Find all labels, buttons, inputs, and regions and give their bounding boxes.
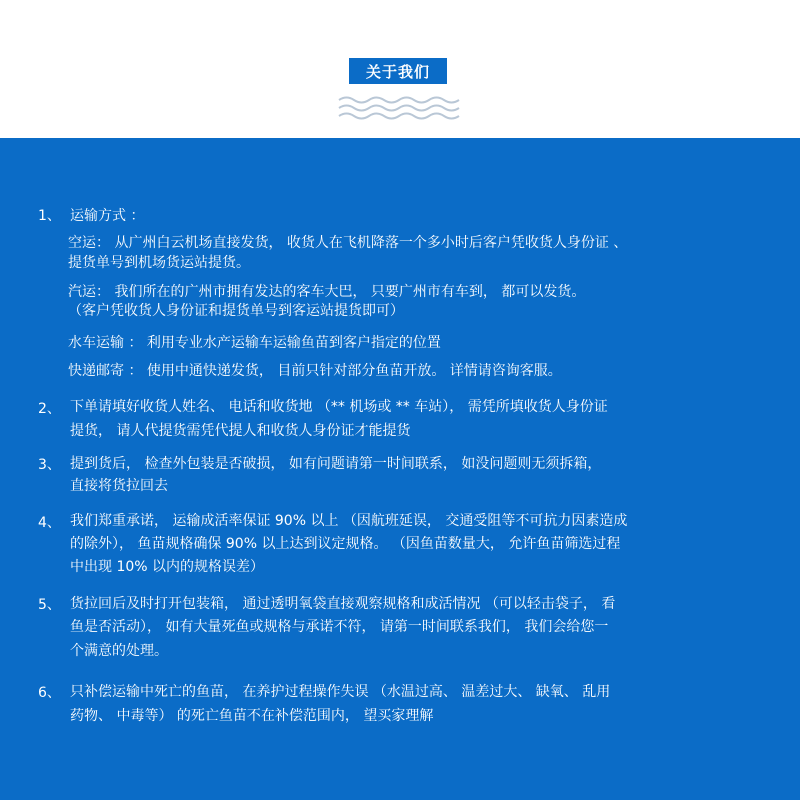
item-text-line: （客户凭收货人身份证和提货单号到客运站提货即可） [68, 303, 404, 319]
item-text-line: 的除外）， 鱼苗规格确保 90% 以上达到议定规格。 （因鱼苗数量大， 允许鱼苗筛选过程 [70, 536, 621, 552]
page-title: 关于我们 [349, 58, 447, 84]
item-text-line: 水车运输 ： 利用专业水产运输车运输鱼苗到客户指定的位置 [68, 335, 441, 351]
item-text-line: 汽运： 我们所在的广州市拥有发达的客车大巴， 只要广州市有车到， 都可以发货。 [68, 284, 586, 300]
item-text-line: 下单请填好收货人姓名、 电话和收货地 （** 机场或 ** 车站）， 需凭所填收货人身份证 [70, 399, 608, 415]
item-text-line: 提到货后， 检查外包装是否破损， 如有问题请第一时间联系， 如没问题则无须拆箱， [70, 456, 602, 472]
item-text-line: 空运： 从广州白云机场直接发货， 收货人在飞机降落一个多小时后客户凭收货人身份证 、 [68, 235, 628, 251]
item-text-line: 个满意的处理。 [70, 643, 168, 659]
item-text-line: 直接将货拉回去 [70, 478, 168, 494]
item-number: 1、 [38, 208, 61, 224]
item-number: 4、 [38, 515, 61, 531]
item-text-line: 药物、 中毒等） 的死亡鱼苗不在补偿范围内， 望买家理解 [70, 708, 434, 724]
header-section [0, 0, 800, 138]
wave-decoration-icon [337, 95, 461, 121]
item-text-line: 提货单号到机场货运站提货。 [68, 255, 250, 271]
item-text-line: 提货， 请人代提货需凭代提人和收货人身份证才能提货 [70, 423, 411, 439]
item-text-line: 中出现 10% 以内的规格误差） [70, 559, 265, 575]
item-heading: 运输方式 ： [70, 208, 145, 224]
item-text-line: 只补偿运输中死亡的鱼苗， 在养护过程操作失误 （水温过高、 温差过大、 缺氧、 乱用 [70, 684, 611, 700]
item-text-line: 快递邮寄 ： 使用中通快递发货， 目前只针对部分鱼苗开放。 详情请咨询客服。 [68, 363, 562, 379]
item-number: 2、 [38, 401, 61, 417]
item-number: 5、 [38, 597, 61, 613]
item-number: 6、 [38, 685, 61, 701]
item-text-line: 货拉回后及时打开包装箱， 通过透明氧袋直接观察规格和成活情况 （可以轻击袋子， 看 [70, 596, 616, 612]
item-text-line: 鱼是否活动）， 如有大量死鱼或规格与承诺不符， 请第一时间联系我们， 我们会给您一 [70, 619, 609, 635]
item-number: 3、 [38, 457, 61, 473]
item-text-line: 我们郑重承诺， 运输成活率保证 90% 以上 （因航班延误， 交通受阻等不可抗力因素造成 [70, 513, 628, 529]
